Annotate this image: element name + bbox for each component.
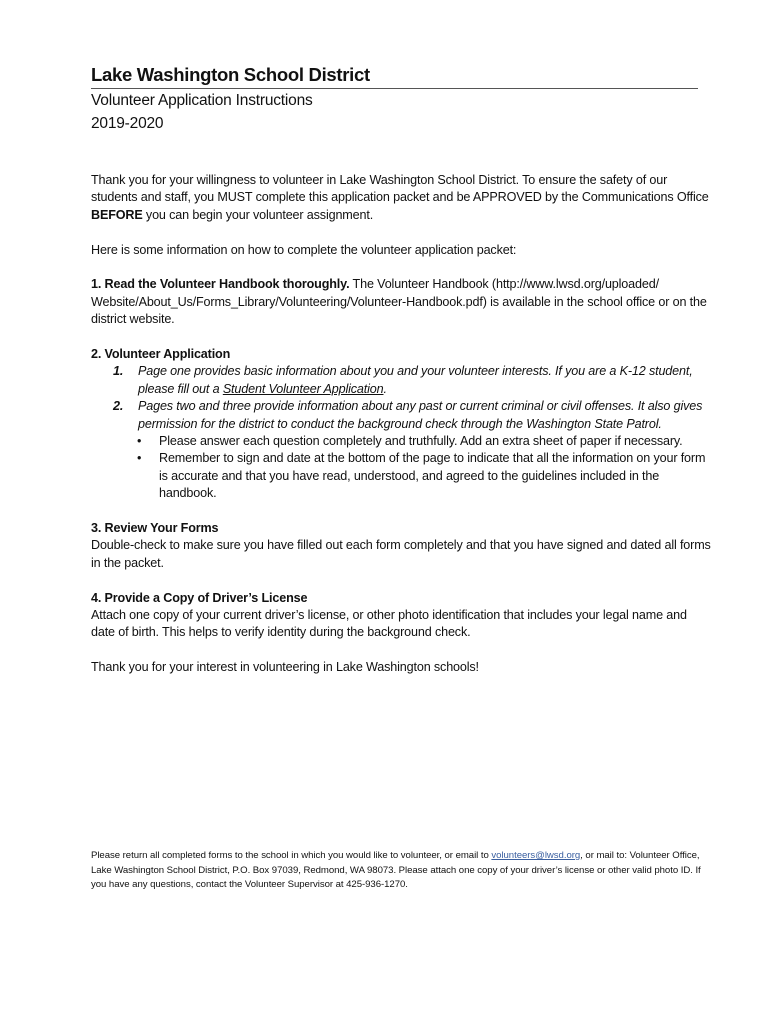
section-2-heading: 2. Volunteer Application bbox=[91, 347, 231, 362]
student-volunteer-application-link[interactable]: Student Volunteer Application bbox=[222, 381, 384, 396]
document-body bbox=[91, 172, 711, 677]
section-4-text: Attach one copy of your current driver’s license, or other photo identification that includes your legal name and date of birth. This helps to verify identity during the background check. bbox=[91, 608, 687, 640]
intro-lead: Here is some information on how to complete the volunteer application packet: bbox=[91, 242, 517, 257]
section-1 bbox=[91, 276, 711, 328]
intro-paragraph: Thank you for your willingness to volunteer in Lake Washington School District. To ensure the safety of our students and staff, you MUST complete this application packet and be APPROVED by the Communications Office BEFORE you can begin your volunteer assignment. bbox=[91, 173, 709, 222]
section-4-heading: 4. Provide a Copy of Driver’s License bbox=[91, 590, 308, 605]
bullet-icon: • bbox=[137, 451, 142, 466]
closing-line: Thank you for your interest in volunteering in Lake Washington schools! bbox=[91, 660, 479, 675]
section-1-text: The Volunteer Handbook (http://www.lwsd.org/uploaded/ Website/About_Us/Forms_Library/Volunteering/Volunteer-Handbook.pdf) is available in the school office or on the district website. bbox=[91, 277, 707, 327]
bullet-item: • Remember to sign and date at the bottom of the page to indicate that all the information on your form is accurate and that you have read, understood, and agreed to the guidelines included in the handbook. bbox=[137, 451, 706, 501]
document-title: Lake Washington School District bbox=[91, 64, 370, 85]
title-divider bbox=[91, 88, 698, 89]
bullet-icon: • bbox=[137, 434, 142, 449]
document-subtitle: Volunteer Application Instructions bbox=[91, 92, 313, 109]
section-1-heading: 1. Read the Volunteer Handbook thoroughly. bbox=[91, 277, 350, 292]
footer-note: Please return all completed forms to the school in which you would like to volunteer, or email to volunteers@lwsd.org, or mail to: Volunteer Office, Lake Washington School District, P.O. Box 97039, Redmond, WA 98073. Please attach one copy of your driver’s license or other valid photo ID. If you have any questions, contact the Volunteer Supervisor at 425-936-1270. bbox=[91, 850, 701, 891]
bullet-item: • Please answer each question completely and truthfully. Add an extra sheet of paper if necessary. bbox=[91, 433, 711, 450]
document-year: 2019-2020 bbox=[91, 115, 164, 132]
volunteer-email-link[interactable]: volunteers@lwsd.org bbox=[491, 850, 581, 861]
list-item: 2. Pages two and three provide information about any past or current criminal or civil offenses. It also gives permission for the district to conduct the background check through the Washington State Patrol. bbox=[113, 399, 703, 431]
list-item: 1. Page one provides basic information about you and your volunteer interests. If you are a K-12 student, please fill out a Student Volunteer Application. bbox=[113, 364, 693, 396]
section-3-heading: 3. Review Your Forms bbox=[91, 521, 219, 536]
section-3-text: Double-check to make sure you have filled out each form completely and that you have signed and dated all forms in the packet. bbox=[91, 538, 711, 570]
